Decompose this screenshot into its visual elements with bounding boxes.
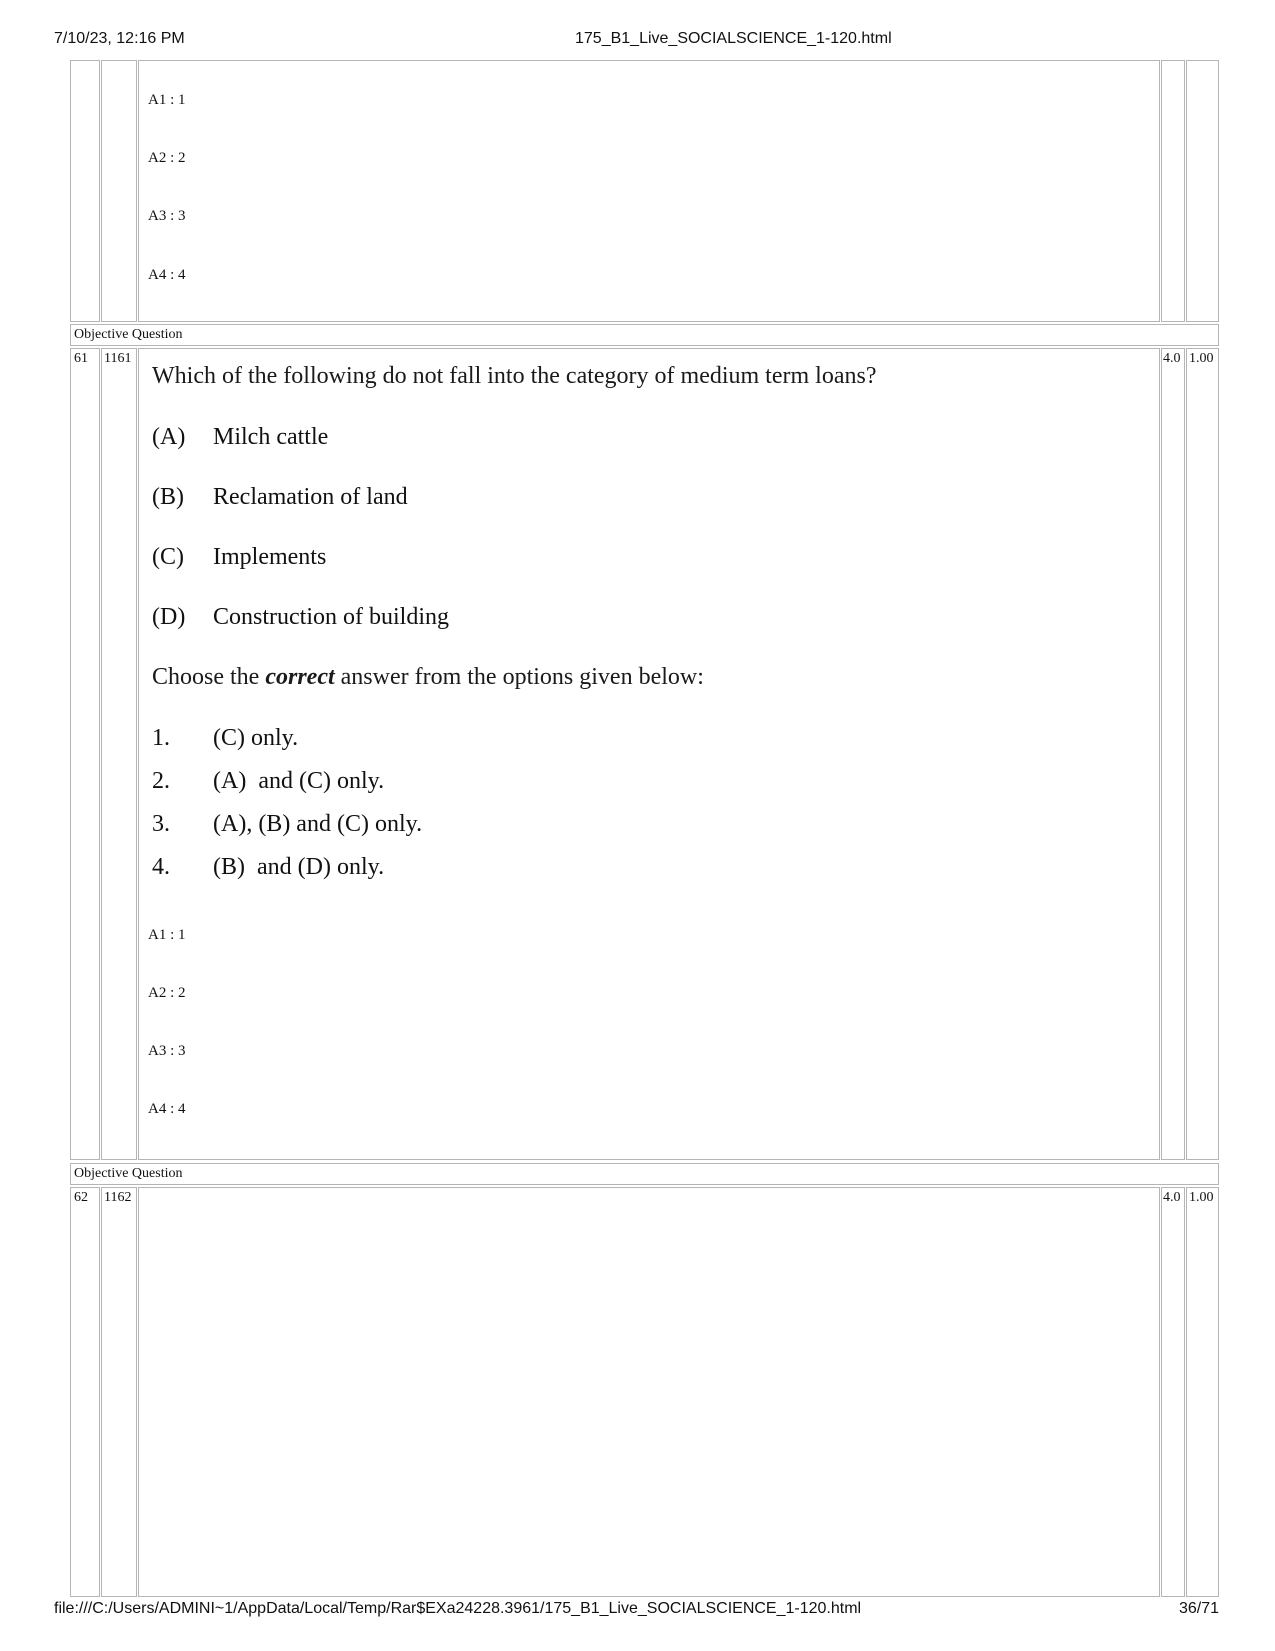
q61-option-d-text: Construction of building [213,604,449,630]
q61-section-title: Objective Question [74,327,183,342]
prev-answer-1: A1 : 1 [148,92,186,108]
q61-option-a-label: (A) [152,424,186,450]
prev-answer-3: A3 : 3 [148,208,186,224]
q62-sno: 62 [74,1190,88,1205]
q61-content-cell [138,348,1160,1160]
q61-choice-4-text: (B) and (D) only. [213,854,385,880]
q61-answer-1: A1 : 1 [148,927,186,943]
file-path: file:///C:/Users/ADMINI~1/AppData/Local/Temp/Rar$EXa24228.3961/175_B1_Live_SOCIALSCIENCE_1-120.html [54,1600,862,1617]
q61-neg-cell [1186,348,1219,1160]
q61-option-a-text: Milch cattle [213,424,329,450]
q61-instruction [152,664,704,691]
q61-option-c-label: (C) [152,544,184,570]
q62-section-title: Objective Question [74,1166,183,1181]
q61-qid: 1161 [104,351,132,366]
q61-choice-2-num: 2. [152,768,170,794]
q61-answer-2: A2 : 2 [148,985,186,1001]
prev-content-cell [138,60,1160,322]
q62-qid: 1162 [104,1190,132,1205]
q61-option-b-text: Reclamation of land [213,484,408,510]
document-title: 175_B1_Live_SOCIALSCIENCE_1-120.html [575,30,892,47]
page-number: 36/71 [1179,1600,1220,1617]
q61-qid-cell [101,348,137,1160]
q61-choice-1-num: 1. [152,725,170,751]
q62-qid-cell [101,1187,137,1597]
q61-choice-3-text: (A), (B) and (C) only. [213,811,423,837]
q61-option-c-text: Implements [213,544,327,570]
q61-neg: 1.00 [1189,351,1214,366]
print-datetime: 7/10/23, 12:16 PM [54,30,185,47]
q62-content-cell [138,1187,1160,1597]
q61-choice-2-text: (A) and (C) only. [213,768,385,794]
prev-sno-cell [70,60,100,322]
q61-answer-3: A3 : 3 [148,1043,186,1059]
q61-instruction-emphasis: correct [265,664,335,690]
prev-qid-cell [101,60,137,322]
q61-option-b-label: (B) [152,484,184,510]
q61-question-text: Which of the following do not fall into the category of medium term loans? [152,363,877,389]
q62-marks-cell [1161,1187,1185,1597]
prev-answer-4: A4 : 4 [148,267,186,283]
q61-choice-3-num: 3. [152,811,170,837]
q61-choice-1-text: (C) only. [213,725,299,751]
q62-neg-cell [1186,1187,1219,1597]
q61-marks-cell [1161,348,1185,1160]
q61-instruction-post: answer from the options given below: [334,664,704,690]
q61-section-row [70,324,1219,346]
prev-answer-2: A2 : 2 [148,150,186,166]
q61-marks: 4.0 [1163,351,1181,366]
q62-sno-cell [70,1187,100,1597]
q61-sno-cell [70,348,100,1160]
q61-sno: 61 [74,351,88,366]
q61-option-d-label: (D) [152,604,186,630]
q61-instruction-pre: Choose the [152,664,266,690]
q62-marks: 4.0 [1163,1190,1181,1205]
q61-choice-4-num: 4. [152,854,170,880]
prev-marks-cell [1161,60,1185,322]
prev-neg-cell [1186,60,1219,322]
q62-section-row [70,1163,1219,1185]
q62-neg: 1.00 [1189,1190,1214,1205]
q61-answer-4: A4 : 4 [148,1101,186,1117]
